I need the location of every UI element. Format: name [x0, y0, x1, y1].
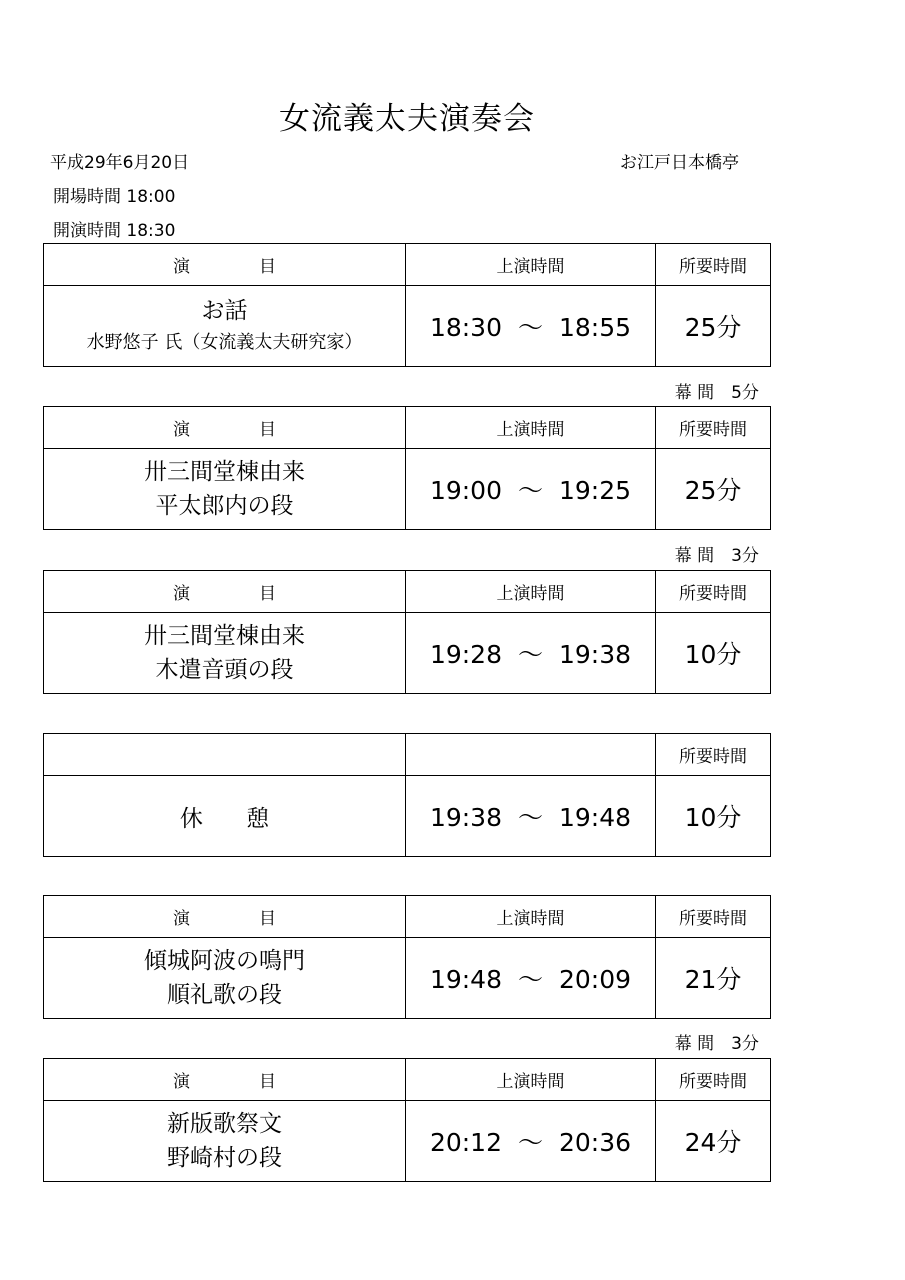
start-time: 20:12: [429, 1128, 502, 1157]
break-label: 休 憩: [179, 805, 288, 832]
end-time: 19:25: [559, 476, 632, 505]
break-table: [43, 733, 771, 857]
start-time: 19:38: [429, 803, 502, 832]
program-cell: [44, 1101, 406, 1182]
time-cell: [406, 776, 656, 857]
duration-cell: 25分: [656, 449, 771, 530]
time-header: 上演時間: [406, 407, 656, 449]
doors-open-time: 開場時間 18:00: [53, 187, 176, 207]
empty-header: [406, 734, 656, 776]
program-header: 演 目: [44, 244, 406, 286]
program-title: お話: [201, 298, 248, 324]
end-time: 19:48: [559, 803, 632, 832]
time-header: 上演時間: [406, 1059, 656, 1101]
program-table: [43, 1058, 771, 1182]
start-time: 18:30: [429, 313, 502, 342]
end-time: 19:38: [559, 640, 632, 669]
tilde: ～: [517, 313, 543, 342]
duration-cell: 24分: [656, 1101, 771, 1182]
program-title: 卅三間堂棟由来: [144, 459, 305, 485]
program-title: 傾城阿波の鳴門: [144, 948, 305, 974]
program-subtitle: 野崎村の段: [167, 1145, 282, 1171]
program-header: 演 目: [44, 407, 406, 449]
time-header: 上演時間: [406, 896, 656, 938]
intermission-label: 幕 間 3分: [674, 546, 759, 566]
time-cell: [406, 938, 656, 1019]
duration-header: 所要時間: [656, 896, 771, 938]
tilde: ～: [517, 640, 543, 669]
start-time: 19:28: [429, 640, 502, 669]
program-header: 演 目: [44, 1059, 406, 1101]
start-time: 19:00: [429, 476, 502, 505]
end-time: 20:36: [559, 1128, 632, 1157]
duration-cell: 25分: [656, 286, 771, 367]
duration-header: 所要時間: [656, 244, 771, 286]
empty-header: [44, 734, 406, 776]
program-subtitle: 木遣音頭の段: [155, 657, 294, 683]
tilde: ～: [517, 803, 543, 832]
venue-name: お江戸日本橋亭: [620, 153, 739, 173]
time-cell: [406, 1101, 656, 1182]
duration-header: 所要時間: [656, 1059, 771, 1101]
intermission-label: 幕 間 5分: [674, 383, 759, 403]
duration-cell: 21分: [656, 938, 771, 1019]
program-header: 演 目: [44, 896, 406, 938]
program-cell: [44, 449, 406, 530]
end-time: 20:09: [559, 965, 632, 994]
time-header: 上演時間: [406, 244, 656, 286]
program-header: 演 目: [44, 571, 406, 613]
program-cell: [44, 938, 406, 1019]
time-cell: [406, 286, 656, 367]
intermission-label: 幕 間 3分: [674, 1034, 759, 1054]
duration-header: 所要時間: [656, 571, 771, 613]
time-header: 上演時間: [406, 571, 656, 613]
performance-date: 平成29年6月20日: [50, 153, 190, 173]
break-cell: [44, 776, 406, 857]
tilde: ～: [517, 965, 543, 994]
program-table: [43, 895, 771, 1019]
program-table: [43, 406, 771, 530]
time-cell: [406, 613, 656, 694]
program-subtitle: 平太郎内の段: [155, 493, 294, 519]
tilde: ～: [517, 476, 543, 505]
program-subtitle: 順礼歌の段: [167, 982, 282, 1008]
time-cell: [406, 449, 656, 530]
program-cell: [44, 286, 406, 367]
tilde: ～: [517, 1128, 543, 1157]
program-table: [43, 243, 771, 367]
program-title: 新版歌祭文: [167, 1111, 282, 1137]
end-time: 18:55: [559, 313, 632, 342]
program-title: 卅三間堂棟由来: [144, 623, 305, 649]
performance-start-time: 開演時間 18:30: [53, 221, 176, 241]
duration-cell: 10分: [656, 776, 771, 857]
start-time: 19:48: [429, 965, 502, 994]
duration-cell: 10分: [656, 613, 771, 694]
program-table: [43, 570, 771, 694]
duration-header: 所要時間: [656, 407, 771, 449]
program-subtitle: 水野悠子 氏（女流義太夫研究家）: [86, 332, 363, 353]
duration-header: 所要時間: [656, 734, 771, 776]
program-cell: [44, 613, 406, 694]
page-title: 女流義太夫演奏会: [279, 101, 535, 137]
